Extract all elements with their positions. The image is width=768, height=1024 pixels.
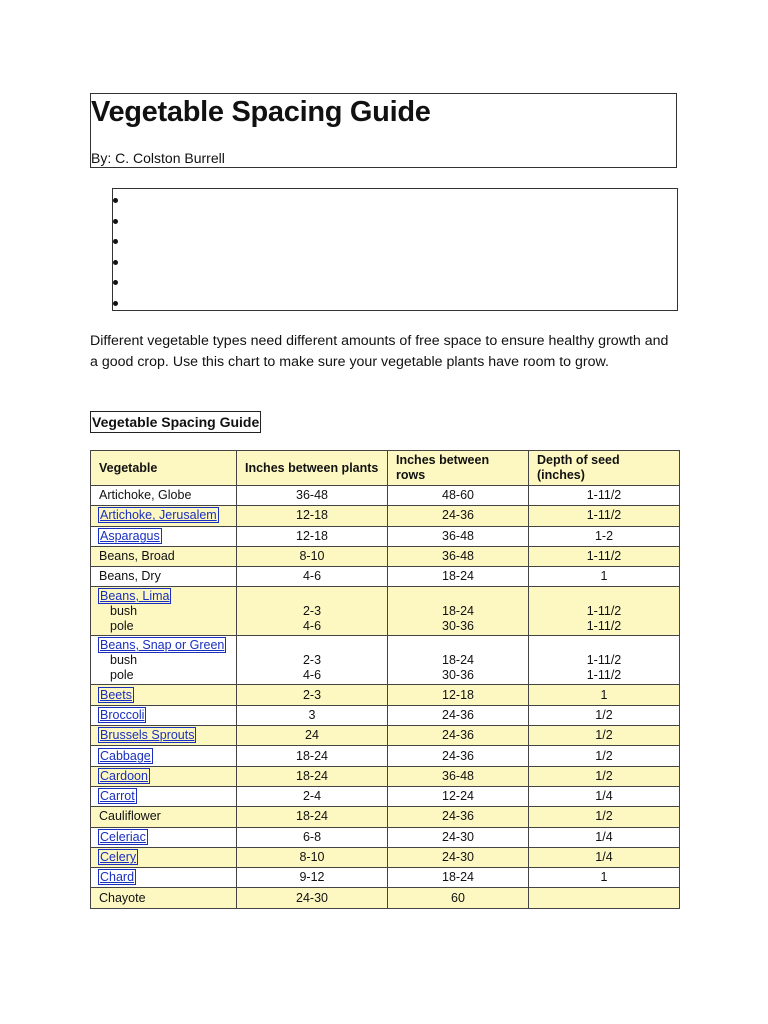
cell-vegetable [91, 567, 237, 587]
cell-value: 36-48 [442, 528, 474, 543]
cell-spacer [537, 589, 671, 604]
table-row [91, 766, 680, 786]
table-row [91, 546, 680, 566]
cell-depth [529, 685, 680, 705]
vegetable-name: Cauliflower [99, 809, 161, 824]
cell-depth [529, 636, 680, 685]
cell-value: 24-36 [442, 508, 474, 523]
page-title: Vegetable Spacing Guide [91, 96, 431, 128]
cell-rows [388, 567, 529, 587]
cell-plants [237, 567, 388, 587]
cell-rows [388, 685, 529, 705]
cell-value: 1-2 [594, 528, 614, 543]
cell-depth [529, 868, 680, 888]
intro-paragraph: Different vegetable types need different amounts of free space to ensure healthy growth and a good crop. Use this chart to make sure your vegetable plants have room to grow. [90, 333, 669, 370]
table-header-row [91, 451, 680, 486]
cell-spacer [245, 638, 379, 653]
header-row-spacing: Inches between rows [388, 451, 529, 486]
vegetable-name: Artichoke, Globe [99, 488, 192, 503]
vegetable-link[interactable]: Cabbage [100, 748, 151, 763]
cell-value: 18-24 [442, 603, 474, 618]
table-row [91, 868, 680, 888]
cell-vegetable [91, 847, 237, 867]
variety-label: pole [110, 667, 134, 682]
cell-value: 24-36 [442, 748, 474, 763]
cell-rows [388, 786, 529, 806]
cell-depth [529, 546, 680, 566]
cell-vegetable [91, 786, 237, 806]
cell-value: 12-18 [442, 687, 474, 702]
vegetable-name: Chayote [99, 890, 146, 905]
cell-value: 2-3 [302, 603, 322, 618]
cell-plants [237, 526, 388, 546]
variety-label: bush [110, 652, 138, 667]
cell-rows [388, 766, 529, 786]
cell-vegetable [91, 685, 237, 705]
cell-value: 9-12 [299, 870, 325, 885]
cell-vegetable [91, 766, 237, 786]
cell-value: 36-48 [442, 768, 474, 783]
author-byline: By: C. Colston Burrell [91, 150, 225, 166]
cell-depth [529, 726, 680, 746]
cell-value: 2-3 [302, 687, 322, 702]
cell-plants [237, 746, 388, 766]
table-row [91, 685, 680, 705]
table-row [91, 636, 680, 685]
header-box [90, 93, 677, 168]
vegetable-link[interactable]: Carrot [100, 789, 135, 804]
cell-value: 6-8 [302, 829, 322, 844]
cell-value: 1/4 [595, 829, 613, 844]
cell-plants [237, 685, 388, 705]
cell-depth [529, 847, 680, 867]
cell-plants [237, 636, 388, 685]
cell-value: 1-11/2 [586, 508, 622, 523]
cell-value: 24 [305, 728, 319, 743]
cell-value: 8-10 [299, 549, 325, 564]
table-row [91, 705, 680, 725]
variety-label: bush [110, 603, 138, 618]
cell-value: 2-4 [302, 789, 322, 804]
cell-rows [388, 726, 529, 746]
cell-value: 1-11/2 [586, 652, 622, 667]
cell-spacer [537, 638, 671, 653]
cell-value: 36-48 [296, 488, 328, 503]
bullet-dot-icon [113, 219, 118, 224]
cell-value: 1/2 [595, 748, 613, 763]
cell-rows [388, 636, 529, 685]
cell-depth [529, 526, 680, 546]
cell-vegetable [91, 546, 237, 566]
table-row [91, 726, 680, 746]
bullet-dot-icon [113, 198, 118, 203]
cell-plants [237, 726, 388, 746]
cell-plants [237, 786, 388, 806]
cell-value: 1-11/2 [586, 549, 622, 564]
vegetable-link[interactable]: Beans, Lima [100, 588, 170, 603]
cell-rows [388, 827, 529, 847]
vegetable-link[interactable]: Asparagus [100, 528, 160, 543]
bullet-dot-icon [113, 260, 118, 265]
cell-value: 1/4 [595, 789, 613, 804]
cell-plants [237, 546, 388, 566]
cell-value: 60 [451, 890, 465, 905]
cell-value: 18-24 [442, 870, 474, 885]
cell-value: 18-24 [296, 748, 328, 763]
table-row [91, 567, 680, 587]
table-caption: Vegetable Spacing Guide [90, 411, 261, 433]
cell-value: 24-36 [442, 809, 474, 824]
cell-plants [237, 888, 388, 908]
header-vegetable: Vegetable [91, 451, 237, 486]
table-row [91, 807, 680, 827]
cell-depth [529, 786, 680, 806]
cell-value: 2-3 [302, 652, 322, 667]
table-row [91, 888, 680, 908]
cell-vegetable [91, 827, 237, 847]
spacing-table [90, 450, 680, 909]
cell-value: 1/2 [595, 768, 613, 783]
cell-depth [529, 486, 680, 506]
cell-rows [388, 847, 529, 867]
cell-value: 24-30 [442, 850, 474, 864]
cell-depth [529, 827, 680, 847]
cell-vegetable [91, 486, 237, 506]
cell-plants [237, 506, 388, 526]
cell-plants [237, 847, 388, 867]
cell-vegetable [91, 807, 237, 827]
vegetable-name: Beans, Broad [99, 549, 175, 564]
header-plant-spacing: Inches between plants [237, 451, 388, 486]
cell-plants [237, 705, 388, 725]
header-seed-depth: Depth of seed (inches) [529, 451, 680, 486]
cell-rows [388, 807, 529, 827]
vegetable-link[interactable]: Broccoli [100, 707, 145, 722]
cell-value: 1/4 [595, 850, 613, 864]
cell-depth [529, 506, 680, 526]
table-body [91, 486, 680, 909]
cell-value: 24-30 [296, 890, 328, 905]
table-row [91, 526, 680, 546]
cell-rows [388, 526, 529, 546]
bullet-dot-icon [113, 239, 118, 244]
cell-value: 18-24 [442, 652, 474, 667]
cell-depth [529, 888, 680, 908]
cell-value: 48-60 [442, 488, 474, 503]
cell-value: 24-36 [442, 728, 474, 743]
cell-value: 1 [600, 569, 608, 584]
cell-depth [529, 567, 680, 587]
cell-plants [237, 766, 388, 786]
cell-value: 30-36 [442, 667, 474, 682]
table-row [91, 506, 680, 526]
cell-rows [388, 888, 529, 908]
cell-value: 18-24 [442, 569, 474, 584]
table-row [91, 587, 680, 636]
cell-spacer [396, 589, 520, 604]
cell-value: 1/2 [595, 809, 613, 824]
cell-value: 30-36 [442, 618, 474, 633]
cell-value: 1-11/2 [586, 618, 622, 633]
variety-label: pole [110, 618, 134, 633]
table-row [91, 486, 680, 506]
cell-value: 18-24 [296, 809, 328, 824]
vegetable-link[interactable]: Celeriac [100, 829, 146, 844]
cell-vegetable [91, 636, 237, 685]
vegetable-link[interactable]: Beans, Snap or Green [100, 637, 225, 652]
cell-value: 12-18 [296, 528, 328, 543]
cell-vegetable [91, 506, 237, 526]
cell-value: 18-24 [296, 768, 328, 783]
cell-vegetable [91, 526, 237, 546]
cell-rows [388, 705, 529, 725]
vegetable-link[interactable]: Celery [100, 850, 137, 864]
cell-depth [529, 807, 680, 827]
cell-rows [388, 506, 529, 526]
cell-rows [388, 746, 529, 766]
cell-value: 1/2 [595, 707, 613, 722]
cell-vegetable [91, 888, 237, 908]
table-row [91, 827, 680, 847]
cell-value: 4-6 [302, 667, 322, 682]
cell-rows [388, 587, 529, 636]
cell-value: 3 [308, 707, 316, 722]
vegetable-link[interactable]: Beets [100, 687, 132, 702]
cell-vegetable [91, 587, 237, 636]
cell-value: 12-18 [296, 508, 328, 523]
cell-rows [388, 546, 529, 566]
cell-value: 24-30 [442, 829, 474, 844]
bullet-list-box [112, 188, 678, 311]
cell-value: 1 [600, 687, 608, 702]
cell-value: 1-11/2 [586, 488, 622, 503]
cell-value: 1-11/2 [586, 667, 622, 682]
bullet-dot-icon [113, 280, 118, 285]
cell-depth [529, 705, 680, 725]
cell-rows [388, 868, 529, 888]
cell-value: 4-6 [302, 569, 322, 584]
cell-vegetable [91, 746, 237, 766]
cell-depth [529, 766, 680, 786]
cell-vegetable [91, 726, 237, 746]
table-row [91, 786, 680, 806]
cell-value: 12-24 [442, 789, 474, 804]
cell-plants [237, 807, 388, 827]
vegetable-link[interactable]: Brussels Sprouts [100, 728, 195, 743]
cell-plants [237, 827, 388, 847]
cell-value: 24-36 [442, 707, 474, 722]
vegetable-name: Beans, Dry [99, 569, 161, 584]
cell-depth [529, 587, 680, 636]
cell-value: 1 [600, 870, 608, 885]
vegetable-link[interactable]: Artichoke, Jerusalem [100, 508, 217, 523]
vegetable-link[interactable]: Cardoon [100, 768, 148, 783]
table-row [91, 746, 680, 766]
cell-value: 1-11/2 [586, 603, 622, 618]
cell-value: 4-6 [302, 618, 322, 633]
cell-spacer [396, 638, 520, 653]
cell-value: 1/2 [595, 728, 613, 743]
cell-vegetable [91, 705, 237, 725]
cell-plants [237, 587, 388, 636]
cell-depth [529, 746, 680, 766]
cell-vegetable [91, 868, 237, 888]
cell-rows [388, 486, 529, 506]
cell-spacer [245, 589, 379, 604]
cell-plants [237, 486, 388, 506]
vegetable-link[interactable]: Chard [100, 870, 135, 885]
cell-value: 36-48 [442, 549, 474, 564]
cell-plants [237, 868, 388, 888]
cell-value: 8-10 [299, 850, 325, 864]
bullet-dot-icon [113, 301, 118, 306]
table-row [91, 847, 680, 867]
